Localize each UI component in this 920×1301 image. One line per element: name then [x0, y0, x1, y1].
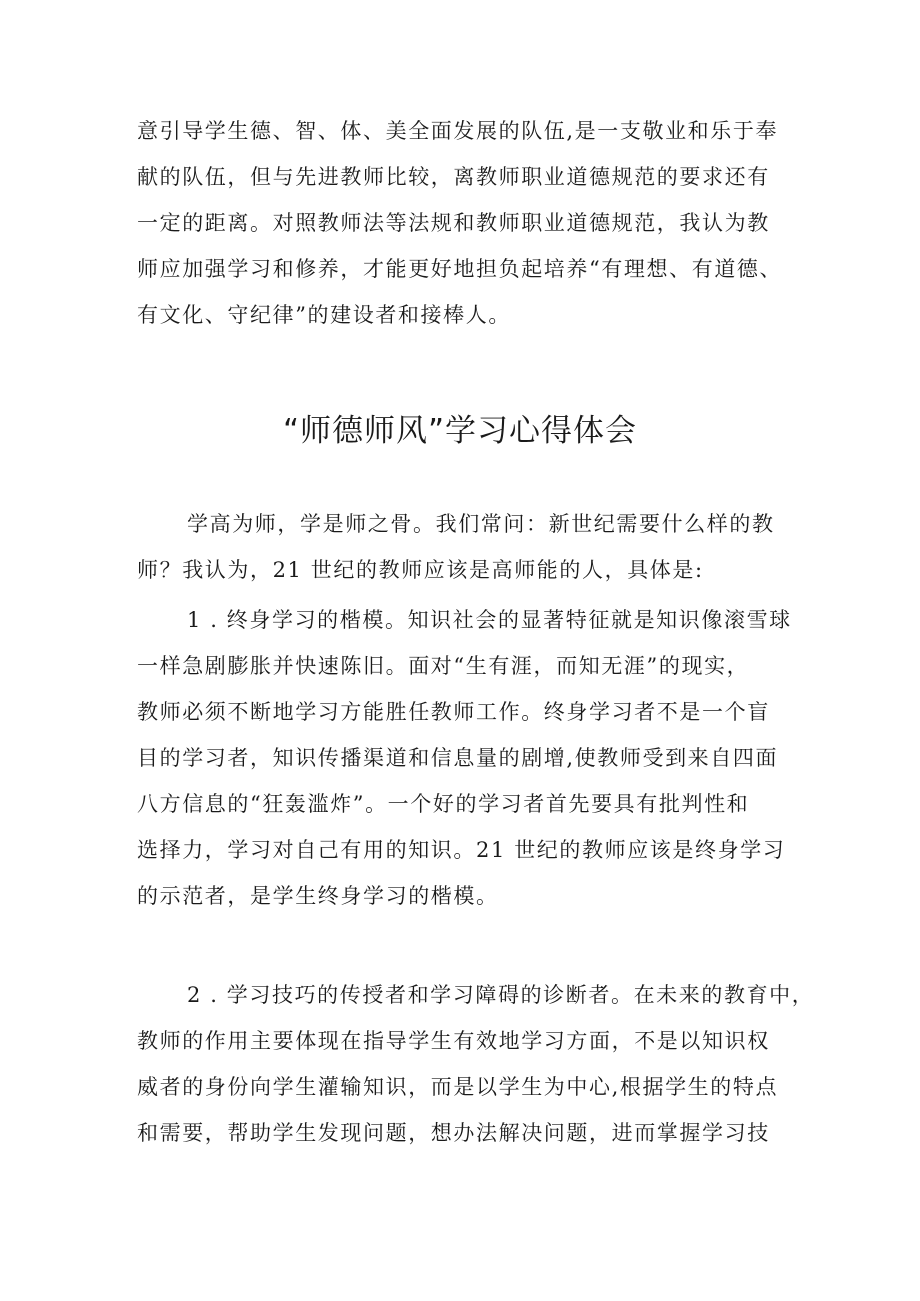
text-line: 教师必须不断地学习方能胜任教师工作。终身学习者不是一个盲 [137, 700, 770, 724]
text-line: 师应加强学习和修养，才能更好地担负起培养“有理想、有道德、 [137, 257, 783, 281]
text-line: 意引导学生德、智、体、美全面发展的队伍,是一支敬业和乐于奉 [137, 119, 779, 143]
text-line: 选择力，学习对自己有用的知识。21 世纪的教师应该是终身学习 [137, 838, 786, 862]
text-line: 一定的距离。对照教师法等法规和教师职业道德规范，我认为教 [137, 211, 770, 235]
text-line: 和需要，帮助学生发现问题，想办法解决问题，进而掌握学习技 [137, 1121, 770, 1145]
text-line: 八方信息的“狂轰滥炸”。一个好的学习者首先要具有批判性和 [137, 792, 750, 816]
text-line: 师？我认为，21 世纪的教师应该是高师能的人，具体是: [137, 558, 704, 582]
text-line: 有文化、守纪律”的建设者和接棒人。 [137, 303, 511, 327]
document-title: “师德师风”学习心得体会 [282, 413, 638, 449]
text-line: 1 . 终身学习的楷模。知识社会的显著特征就是知识像滚雪球 [187, 608, 792, 632]
text-line: 一样急剧膨胀并快速陈旧。面对“生有涯，而知无涯”的现实， [137, 654, 750, 678]
text-line: 的示范者，是学生终身学习的楷模。 [137, 884, 499, 908]
paragraph-1 [137, 501, 797, 593]
text-line: 学高为师，学是师之骨。我们常问：新世纪需要什么样的教 [187, 512, 775, 536]
paragraph-3 [137, 972, 815, 1156]
text-line: 威者的身份向学生灌输知识，而是以学生为中心,根据学生的特点 [137, 1075, 779, 1099]
text-line: 目的学习者，知识传播渠道和信息量的剧增,使教师受到来自四面 [137, 746, 779, 770]
paragraph-intro [137, 108, 797, 338]
text-line: 2 . 学习技巧的传授者和学习障碍的诊断者。在未来的教育中， [187, 983, 815, 1007]
text-line: 教师的作用主要体现在指导学生有效地学习方面，不是以知识权 [137, 1029, 770, 1053]
text-line: 献的队伍，但与先进教师比较，离教师职业道德规范的要求还有 [137, 165, 770, 189]
paragraph-2 [137, 597, 797, 919]
